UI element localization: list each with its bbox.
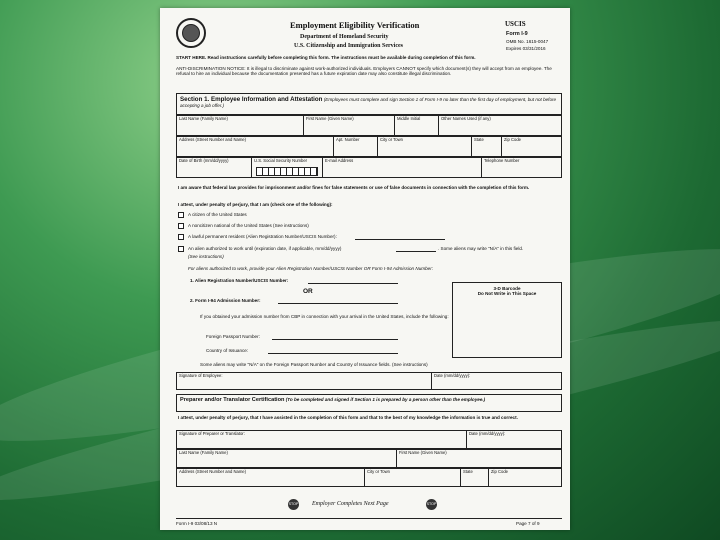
option-alien-authorized: An alien authorized to work until (expiration date, if applicable, mm/dd/yyyy) bbox=[188, 246, 342, 251]
dob-row bbox=[176, 157, 562, 178]
uscis-label: USCIS bbox=[505, 20, 526, 28]
ssn-boxes bbox=[256, 167, 318, 176]
barcode-title: 3-D Barcode bbox=[493, 286, 521, 291]
stop-text-right: STOP bbox=[426, 502, 437, 507]
aware-text: I am aware that federal law provides for imprisonment and/or fines for false statements or use of false documents in connection with the completion of this form. bbox=[178, 185, 530, 190]
preparer-date-field[interactable]: Date (mm/dd/yyyy): bbox=[469, 431, 506, 436]
footer-divider bbox=[176, 518, 562, 519]
preparer-name-row bbox=[176, 449, 562, 468]
anti-discrimination-text: ANTI-DISCRIMINATION NOTICE: It is illegal to discriminate against work-authorized individuals. Employers CANNOT specify which document(s) they will accept from an employee. The refusal to hire an individual because the documentation presented has a future expiration date may also constitute illegal discrimination. bbox=[176, 66, 552, 77]
ssn-label: U.S. Social Security Number bbox=[254, 158, 308, 163]
permanent-resident-checkbox[interactable] bbox=[178, 234, 184, 240]
alien-authorized-checkbox[interactable] bbox=[178, 246, 184, 252]
attest-text: I attest, under penalty of perjury, that I am (check one of the following): bbox=[178, 202, 333, 207]
middle-initial-field[interactable]: Middle Initial bbox=[395, 116, 439, 135]
page-number: Page 7 of 9 bbox=[516, 521, 540, 526]
country-label: Country of Issuance: bbox=[206, 348, 249, 353]
name-row bbox=[176, 115, 562, 136]
omb-number: OMB No. 1615-0047 bbox=[506, 39, 549, 44]
address-field[interactable]: Address (Street Number and Name) bbox=[177, 137, 334, 156]
form-number: Form I-9 bbox=[506, 31, 528, 37]
section1-header bbox=[176, 93, 562, 115]
first-name-field[interactable]: First Name (Given Name) bbox=[304, 116, 395, 135]
section1-note: (Employees must complete and sign Section 1 of Form I-9 no later than the first day of employment, but not before accepting a job offer.) bbox=[180, 97, 557, 109]
preparer-address-field[interactable]: Address (Street Number and Name) bbox=[177, 469, 365, 486]
address-row bbox=[176, 136, 562, 157]
department-name: Department of Homeland Security bbox=[300, 34, 389, 40]
na-note-text: Some aliens may write "N/A" on the Foreign Passport Number and Country of Issuance fields. (See instructions) bbox=[200, 362, 428, 367]
form-title: Employment Eligibility Verification bbox=[290, 20, 420, 30]
preparer-attest-text: I attest, under penalty of perjury, that I have assisted in the completion of this form and that to the best of my knowledge the information is true and correct. bbox=[178, 415, 518, 420]
passport-label: Foreign Passport Number: bbox=[206, 334, 260, 339]
preparer-address-row bbox=[176, 468, 562, 487]
see-instructions-text: (See instructions) bbox=[188, 254, 224, 259]
agency-name: U.S. Citizenship and Immigration Services bbox=[294, 43, 404, 49]
preparer-header bbox=[176, 394, 562, 412]
preparer-state-field[interactable]: State bbox=[461, 469, 489, 486]
preparer-title: Preparer and/or Translator Certification bbox=[180, 397, 285, 403]
item1-label: 1. Alien Registration Number/USCIS Number: bbox=[190, 278, 289, 283]
alien-number-line[interactable] bbox=[355, 239, 445, 240]
preparer-city-field[interactable]: City or Town bbox=[365, 469, 461, 486]
preparer-last-name-field[interactable]: Last Name (Family Name) bbox=[177, 450, 397, 467]
employee-signature-field[interactable]: Signature of Employee: bbox=[177, 373, 432, 389]
employee-date-field[interactable]: Date (mm/dd/yyyy): bbox=[434, 373, 471, 378]
last-name-field[interactable]: Last Name (Family Name) bbox=[177, 116, 304, 135]
alien-note-text: For aliens authorized to work, provide your Alien Registration Number/USCIS Number OR Form I-94 Admission Number: bbox=[188, 266, 434, 271]
or-text: OR bbox=[303, 288, 313, 295]
dob-field[interactable]: Date of Birth (mm/dd/yyyy) bbox=[177, 158, 252, 177]
stop-sign-icon bbox=[426, 499, 437, 510]
stop-text-left: STOP bbox=[288, 502, 299, 507]
country-input[interactable] bbox=[268, 353, 398, 354]
preparer-note: (To be completed and signed if Section 1 is prepared by a person other than the employee.) bbox=[285, 397, 486, 402]
apt-number-field[interactable]: Apt. Number bbox=[334, 137, 378, 156]
i94-number-input[interactable] bbox=[278, 303, 398, 304]
other-names-field[interactable]: Other Names Used (if any) bbox=[441, 116, 491, 121]
barcode-subtitle: Do Not Write in This Space bbox=[477, 291, 537, 297]
state-field[interactable]: State bbox=[472, 137, 502, 156]
citizen-checkbox[interactable] bbox=[178, 212, 184, 218]
telephone-field[interactable]: Telephone Number bbox=[484, 158, 520, 163]
city-field[interactable]: City or Town bbox=[378, 137, 472, 156]
passport-input[interactable] bbox=[272, 339, 398, 340]
expiration-date: Expires 03/31/2016 bbox=[506, 46, 546, 51]
option-permanent-resident: A lawful permanent resident (Alien Registration Number/USCIS Number): bbox=[188, 234, 337, 239]
barcode-box bbox=[452, 282, 562, 358]
alien-number-input[interactable] bbox=[308, 283, 398, 284]
start-here-text: START HERE. Read instructions carefully before completing this form. The instructions must be available during completion of this form. bbox=[176, 55, 476, 60]
zip-code-field[interactable]: Zip Code bbox=[504, 137, 521, 142]
option-alien-tail: . Some aliens may write "N/A" in this field. bbox=[438, 246, 524, 251]
section1-title: Section 1. Employee Information and Attestation bbox=[180, 96, 323, 103]
preparer-zip-field[interactable]: Zip Code bbox=[491, 469, 508, 474]
form-id-footer: Form I-9 03/08/13 N bbox=[176, 521, 218, 526]
employer-next-page-text: Employer Completes Next Page bbox=[312, 501, 389, 507]
preparer-first-name-field[interactable]: First Name (Given Name) bbox=[399, 450, 447, 455]
item2-label: 2. Form I-94 Admission Number: bbox=[190, 298, 261, 303]
stop-sign-icon bbox=[288, 499, 299, 510]
email-field[interactable]: E-mail Address bbox=[323, 158, 482, 177]
ssn-field[interactable] bbox=[252, 158, 323, 177]
option-noncitizen-national: A noncitizen national of the United States (See instructions) bbox=[188, 223, 309, 228]
preparer-signature-field[interactable]: Signature of Preparer or Translator: bbox=[177, 431, 467, 448]
cbp-note-text: If you obtained your admission number from CBP in connection with your arrival in the United States, include the following: bbox=[200, 314, 449, 319]
expiration-line[interactable] bbox=[396, 251, 436, 252]
employee-signature-row bbox=[176, 372, 562, 390]
form-page bbox=[160, 8, 570, 530]
option-citizen: A citizen of the United States bbox=[188, 212, 247, 217]
noncitizen-national-checkbox[interactable] bbox=[178, 223, 184, 229]
dhs-seal-icon bbox=[176, 18, 206, 48]
preparer-signature-row bbox=[176, 430, 562, 449]
